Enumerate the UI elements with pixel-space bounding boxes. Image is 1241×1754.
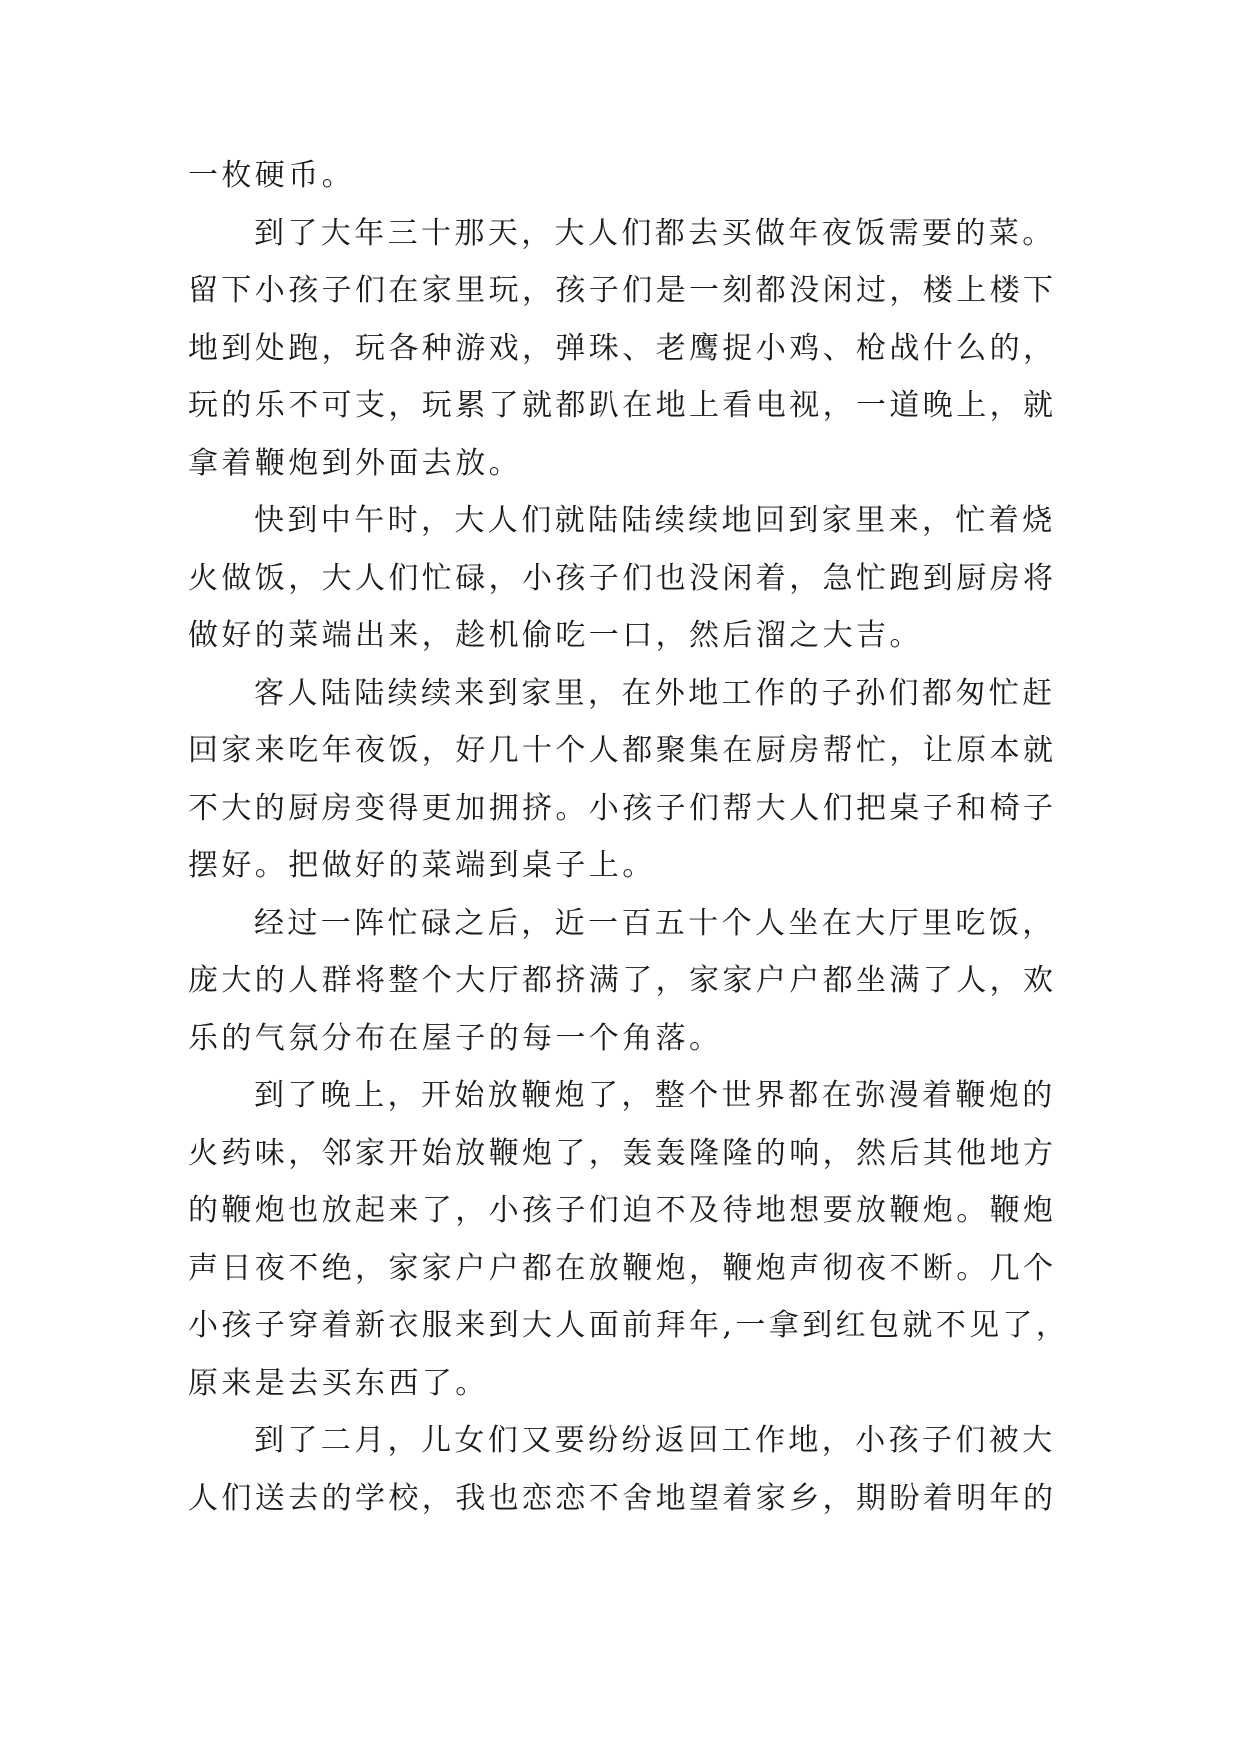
text-line: 到了大年三十那天，大人们都去买做年夜饭需要的菜。 <box>254 215 1056 251</box>
text-line: 玩的乐不可支，玩累了就都趴在地上看电视，一道晚上，就 <box>188 388 1057 423</box>
text-line: 原来是去买东西了。 <box>188 1365 489 1401</box>
document-body <box>188 147 1068 1527</box>
paragraph <box>188 1412 1068 1527</box>
text-line: 留下小孩子们在家里玩，孩子们是一刻都没闲过，楼上楼下 <box>188 273 1057 308</box>
text-line: 摆好。把做好的菜端到桌子上。 <box>188 848 656 883</box>
text-line: 声日夜不绝，家家户户都在放鞭炮，鞭炮声彻夜不断。几个 <box>188 1250 1057 1286</box>
text-line: 做好的菜端出来，趁机偷吃一口，然后溜之大吉。 <box>188 618 923 653</box>
text-line: 回家来吃年夜饭，好几十个人都聚集在厨房帮忙，让原本就 <box>188 733 1057 768</box>
text-line: 地到处跑，玩各种游戏，弹珠、老鹰捉小鸡、枪战什么的， <box>188 330 1057 366</box>
text-line: 到了晚上，开始放鞭炮了，整个世界都在弥漫着鞭炮的 <box>254 1078 1056 1113</box>
paragraph <box>188 665 1068 895</box>
text-line: 小孩子穿着新衣服来到大人面前拜年,一拿到红包就不见了， <box>188 1308 1070 1343</box>
paragraph <box>188 205 1068 493</box>
paragraph <box>188 147 1068 205</box>
paragraph <box>188 895 1068 1068</box>
text-line: 庞大的人群将整个大厅都挤满了，家家户户都坐满了人，欢 <box>188 963 1057 998</box>
text-line: 人们送去的学校，我也恋恋不舍地望着家乡，期盼着明年的 <box>188 1480 1057 1516</box>
text-line: 的鞭炮也放起来了，小孩子们迫不及待地想要放鞭炮。鞭炮 <box>188 1193 1057 1228</box>
text-line: 快到中午时，大人们就陆陆续续地回到家里来，忙着烧 <box>254 503 1056 538</box>
text-line: 火药味，邻家开始放鞭炮了，轰轰隆隆的响，然后其他地方 <box>188 1135 1057 1171</box>
paragraph <box>188 492 1068 665</box>
text-line: 到了二月，儿女们又要纷纷返回工作地，小孩子们被大 <box>254 1423 1056 1458</box>
text-line: 拿着鞭炮到外面去放。 <box>188 445 522 481</box>
text-line: 乐的气氛分布在屋子的每一个角落。 <box>188 1020 723 1056</box>
text-line: 不大的厨房变得更加拥挤。小孩子们帮大人们把桌子和椅子 <box>188 790 1057 826</box>
text-line: 一枚硬币。 <box>188 158 355 193</box>
text-line: 火做饭，大人们忙碌，小孩子们也没闲着，急忙跑到厨房将 <box>188 560 1057 596</box>
text-line: 经过一阵忙碌之后，近一百五十个人坐在大厅里吃饭， <box>254 905 1056 941</box>
paragraph <box>188 1067 1068 1412</box>
text-line: 客人陆陆续续来到家里，在外地工作的子孙们都匆忙赶 <box>254 675 1056 711</box>
